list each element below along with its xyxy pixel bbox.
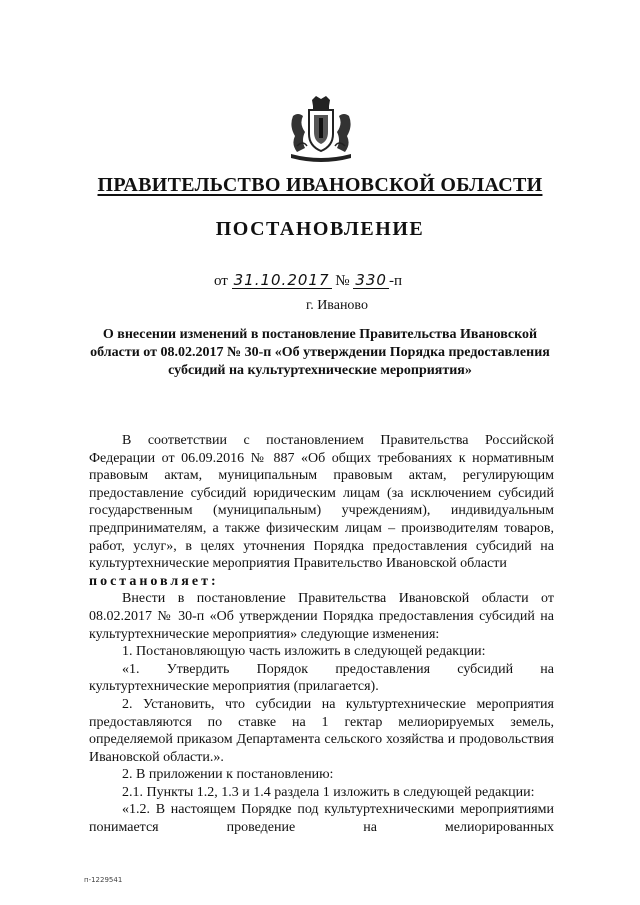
government-title: ПРАВИТЕЛЬСТВО ИВАНОВСКОЙ ОБЛАСТИ (97, 174, 543, 196)
handwritten-number: 330 (355, 271, 387, 289)
paragraph-quote-1: «1. Утвердить Порядок предоставления субсидий на культуртехнические мероприятия (прилагается). (89, 661, 554, 695)
decree-word: постановляет: (89, 573, 219, 589)
paragraph-quote-2: 2. Установить, что субсидии на культуртехнические мероприятия предоставляются по ставке на 1 гектар мелиорируемых земель, определяемой приказом Департамента сельского хозяйства и продовольствия Ивановской области.». (89, 696, 554, 765)
paragraph-item-2-1: 2.1. Пункты 1.2, 1.3 и 1.4 раздела 1 изложить в следующей редакции: (122, 784, 535, 800)
document-type: ПОСТАНОВЛЕНИЕ (215, 218, 425, 240)
footer-code: п-1229541 (84, 876, 123, 884)
number-sign: № (335, 273, 350, 289)
preamble-paragraph: В соответствии с постановлением Правительства Российской Федерации от 06.09.2016 № 887 «Об общих требованиях к нормативным правовым актам, муниципальным правовым актам, регулирующим предоставление субсидий юридическим лицам (за исключением субсидий государственным (муниципальным) учреждениям), индивидуальным предпринимателям, а также физическим лицам – производителям товаров, работ, услуг», в целях уточнения Порядка предоставления субсидий на культуртехнические мероприятия Правительство Ивановской области (89, 433, 554, 572)
coat-of-arms-emblem (285, 96, 357, 162)
date-number-line (214, 273, 474, 290)
date-prefix: от (214, 273, 228, 289)
paragraph-item-1: 1. Постановляющую часть изложить в следующей редакции: (122, 644, 486, 660)
city: г. Иваново (306, 298, 368, 313)
paragraph-item-2: 2. В приложении к постановлению: (122, 767, 334, 783)
paragraph-amend-intro: Внести в постановление Правительства Ивановской области от 08.02.2017 № 30-п «Об утверждении Порядка предоставления субсидий на культуртехнические мероприятия» следующие изменения: (89, 591, 554, 642)
number-suffix: -п (388, 273, 402, 289)
document-subject: О внесении изменений в постановление Правительства Ивановской области от 08.02.2017 № 30-п «Об утверждении Порядка предоставления субсидий на культуртехнические мероприятия» (90, 327, 550, 378)
document-body (89, 432, 554, 837)
paragraph-quote-1-2: «1.2. В настоящем Порядке под культуртехническими мероприятиями понимается проведение на мелиорированных (89, 802, 554, 836)
handwritten-date: 31.10.2017 (233, 271, 330, 289)
